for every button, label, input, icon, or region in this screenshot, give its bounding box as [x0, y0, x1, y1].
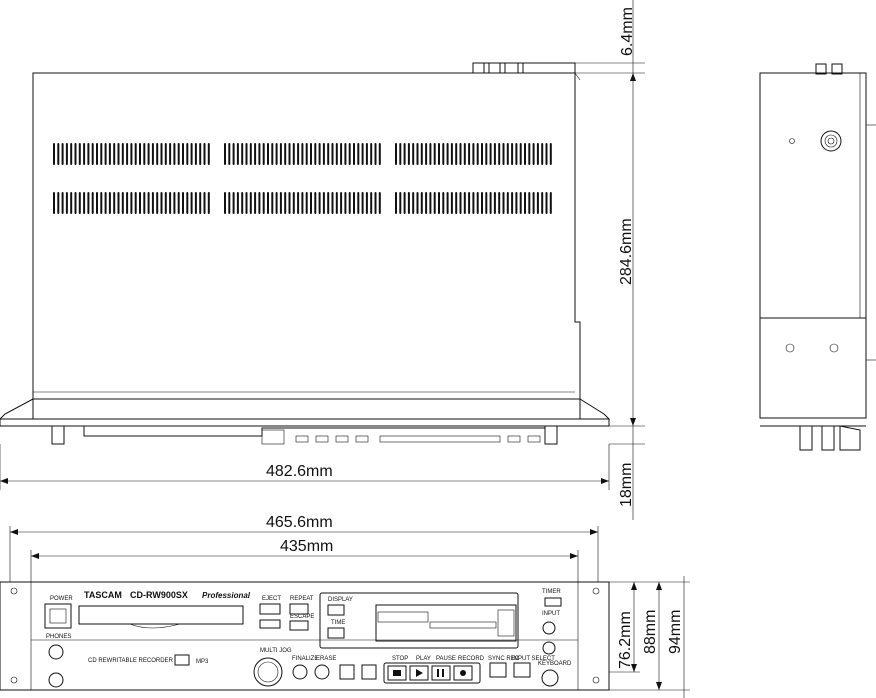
vent-slot [237, 143, 239, 165]
vent-slot [464, 143, 466, 165]
vent-slot [434, 143, 436, 165]
vent-slot [254, 143, 256, 165]
eject-sub-button[interactable] [260, 620, 280, 628]
finalize-label: FINALIZE [292, 656, 319, 662]
erase-label: ERASE [316, 656, 337, 662]
vent-slot [246, 192, 248, 214]
vent-slot [490, 143, 492, 165]
vent-slot [370, 143, 372, 165]
vent-slot [195, 143, 197, 165]
vent-slot [344, 143, 346, 165]
vent-slot [524, 143, 526, 165]
vent-slot [319, 143, 321, 165]
vent-slot [485, 143, 487, 165]
vent-slot [408, 192, 410, 214]
vent-slot [165, 143, 167, 165]
vent-slot [148, 143, 150, 165]
vent-slot [113, 192, 115, 214]
vent-slot [408, 143, 410, 165]
input-label: INPUT [542, 611, 560, 617]
repeat-button[interactable] [290, 604, 308, 614]
erase-button[interactable] [315, 665, 329, 679]
vent-slot [301, 192, 303, 214]
escape-label: ESCAPE [290, 614, 315, 620]
vent-slot [297, 143, 299, 165]
vent-slot [310, 143, 312, 165]
vent-slot [224, 192, 226, 214]
multi-jog-label: MULTI JOG [260, 648, 292, 654]
sync-rec-button[interactable] [490, 663, 506, 677]
vent-slot [182, 143, 184, 165]
vent-slot [550, 192, 552, 214]
vent-slot [429, 143, 431, 165]
stop-label: STOP [392, 656, 409, 662]
vent-slot [468, 143, 470, 165]
play-label: PLAY [416, 656, 431, 662]
vent-slot [447, 192, 449, 214]
phones-jack[interactable] [49, 673, 63, 687]
dim-front-h2: 88mm [642, 609, 659, 654]
vent-slot [276, 192, 278, 214]
vent-slot [284, 143, 286, 165]
vent-slot [472, 143, 474, 165]
finalize-button[interactable] [293, 665, 307, 679]
model-name: CD-RW900SX [130, 590, 188, 600]
vent-slot [370, 192, 372, 214]
vent-slot [528, 192, 530, 214]
vent-slot [327, 192, 329, 214]
vent-slot [301, 143, 303, 165]
vent-slot [498, 192, 500, 214]
vent-slot [460, 143, 462, 165]
vent-slot [468, 192, 470, 214]
vent-slot [267, 192, 269, 214]
ventilation-slots [53, 143, 552, 214]
vent-slot [96, 192, 98, 214]
vent-slot [143, 143, 145, 165]
vent-slot [92, 143, 94, 165]
vent-slot [126, 143, 128, 165]
vent-slot [399, 143, 401, 165]
vent-slot [332, 143, 334, 165]
vent-slot [241, 143, 243, 165]
vent-slot [143, 192, 145, 214]
vent-slot [271, 143, 273, 165]
vent-slot [515, 143, 517, 165]
dim-width-outer: 465.6mm [266, 514, 333, 531]
vent-slot [87, 143, 89, 165]
vent-slot [241, 192, 243, 214]
vent-slot [178, 143, 180, 165]
vent-slot [135, 143, 137, 165]
vent-slot [306, 143, 308, 165]
cd-logo [175, 655, 189, 665]
vent-slot [353, 143, 355, 165]
vent-slot [208, 143, 210, 165]
vent-slot [425, 143, 427, 165]
skip-forward-button[interactable] [362, 665, 376, 679]
vent-slot [165, 192, 167, 214]
input-select-button[interactable] [514, 663, 530, 677]
timer-switch[interactable] [545, 598, 561, 606]
vent-slot [375, 143, 377, 165]
vent-slot [314, 143, 316, 165]
vent-slot [481, 143, 483, 165]
vent-slot [148, 192, 150, 214]
vent-slot [70, 143, 72, 165]
vent-slot [429, 192, 431, 214]
vent-slot [306, 192, 308, 214]
vent-slot [195, 192, 197, 214]
vent-slot [96, 143, 98, 165]
vent-slot [438, 143, 440, 165]
vent-slot [53, 143, 55, 165]
vent-slot [173, 192, 175, 214]
mp3-label: MP3 [196, 659, 209, 665]
vent-slot [546, 192, 548, 214]
vent-slot [546, 143, 548, 165]
vent-slot [289, 192, 291, 214]
vent-slot [130, 143, 132, 165]
side-view [760, 64, 876, 450]
vent-slot [528, 143, 530, 165]
vent-slot [109, 192, 111, 214]
vent-slot [550, 143, 552, 165]
vent-slot [254, 192, 256, 214]
phones-label: PHONES [46, 634, 72, 640]
vent-slot [340, 192, 342, 214]
keyboard-jack[interactable] [542, 670, 558, 686]
vent-slot [520, 192, 522, 214]
vent-slot [357, 143, 359, 165]
dim-front-h3: 94mm [667, 609, 684, 654]
vent-slot [451, 143, 453, 165]
vent-slot [280, 192, 282, 214]
vent-slot [460, 192, 462, 214]
vent-slot [375, 192, 377, 214]
vent-slot [541, 192, 543, 214]
vent-slot [105, 192, 107, 214]
vent-slot [421, 143, 423, 165]
repeat-label: REPEAT [290, 596, 314, 602]
vent-slot [258, 143, 260, 165]
dim-front-h1: 76.2mm [617, 611, 634, 669]
vent-slot [477, 192, 479, 214]
vent-slot [442, 143, 444, 165]
vent-slot [310, 192, 312, 214]
top-view [0, 63, 609, 444]
vent-slot [434, 192, 436, 214]
vent-slot [442, 192, 444, 214]
vent-slot [395, 143, 397, 165]
vent-slot [336, 143, 338, 165]
vent-slot [332, 192, 334, 214]
vent-slot [520, 143, 522, 165]
vent-slot [83, 192, 85, 214]
vent-slot [191, 143, 193, 165]
pause-button[interactable] [432, 666, 450, 680]
disc-tray[interactable] [79, 606, 243, 624]
vent-slot [130, 192, 132, 214]
vent-slot [126, 192, 128, 214]
vent-slot [280, 143, 282, 165]
brand-logo: TASCAM [84, 590, 122, 600]
vent-slot [186, 192, 188, 214]
vent-slot [161, 143, 163, 165]
vent-slot [379, 143, 381, 165]
time-button[interactable] [328, 628, 344, 638]
vent-slot [100, 143, 102, 165]
vent-slot [357, 192, 359, 214]
dim-top-gap: 6.4mm [619, 7, 636, 56]
vent-slot [173, 143, 175, 165]
vent-slot [228, 143, 230, 165]
record-label: RECORD [458, 656, 485, 662]
vent-slot [66, 192, 68, 214]
vent-slot [362, 143, 364, 165]
vent-slot [250, 143, 252, 165]
vent-slot [186, 143, 188, 165]
vent-slot [438, 192, 440, 214]
vent-slot [412, 143, 414, 165]
vent-slot [152, 143, 154, 165]
vent-slot [57, 192, 59, 214]
dim-width-inner: 435mm [280, 538, 334, 555]
vent-slot [105, 143, 107, 165]
vent-slot [404, 143, 406, 165]
vent-slot [327, 143, 329, 165]
vent-slot [156, 143, 158, 165]
vent-slot [472, 192, 474, 214]
vent-slot [451, 192, 453, 214]
vent-slot [53, 192, 55, 214]
vent-slot [118, 143, 120, 165]
vent-slot [412, 192, 414, 214]
vent-slot [490, 192, 492, 214]
vent-slot [70, 192, 72, 214]
vent-slot [323, 192, 325, 214]
power-button[interactable] [45, 604, 71, 628]
vent-slot [100, 192, 102, 214]
vent-slot [199, 192, 201, 214]
eject-label: EJECT [262, 596, 282, 602]
vent-slot [92, 192, 94, 214]
vent-slot [208, 192, 210, 214]
dim-front-offset: 18mm [618, 462, 635, 507]
vent-slot [118, 192, 120, 214]
vent-slot [87, 192, 89, 214]
vent-slot [507, 192, 509, 214]
vent-slot [349, 143, 351, 165]
vent-slot [83, 143, 85, 165]
dim-depth: 284.6mm [618, 218, 635, 285]
vent-slot [533, 143, 535, 165]
vent-slot [537, 192, 539, 214]
vent-slot [498, 143, 500, 165]
vent-slot [366, 143, 368, 165]
vent-slot [293, 192, 295, 214]
pause-label: PAUSE [436, 656, 456, 662]
dim-rack-width: 482.6mm [266, 463, 333, 480]
display-button[interactable] [328, 605, 344, 615]
front-button-row [296, 436, 540, 442]
vent-slot [447, 143, 449, 165]
vent-slot [511, 192, 513, 214]
vent-slot [276, 143, 278, 165]
time-label: TIME [331, 620, 346, 626]
vent-slot [109, 143, 111, 165]
vent-slot [297, 192, 299, 214]
vent-slot [349, 192, 351, 214]
vent-slot [537, 143, 539, 165]
vent-slot [156, 192, 158, 214]
vent-slot [284, 192, 286, 214]
vent-slot [533, 192, 535, 214]
vent-slot [169, 192, 171, 214]
vent-slot [152, 192, 154, 214]
input-knob-r[interactable] [543, 642, 555, 654]
vent-slot [233, 192, 235, 214]
vent-slot [464, 192, 466, 214]
vent-slot [366, 192, 368, 214]
vent-slot [204, 143, 206, 165]
escape-button[interactable] [290, 621, 308, 630]
vent-slot [481, 192, 483, 214]
vent-slot [395, 192, 397, 214]
vent-slot [57, 143, 59, 165]
timer-label: TIMER [542, 589, 561, 595]
vent-slot [503, 192, 505, 214]
vent-slot [417, 143, 419, 165]
front-view [0, 582, 609, 690]
vent-slot [79, 143, 81, 165]
vent-slot [524, 192, 526, 214]
vent-slot [233, 143, 235, 165]
vent-slot [541, 143, 543, 165]
vent-slot [362, 192, 364, 214]
vent-slot [122, 143, 124, 165]
vent-slot [246, 143, 248, 165]
input-knob-l[interactable] [543, 622, 555, 634]
vent-slot [62, 192, 64, 214]
vent-slot [79, 192, 81, 214]
vent-slot [344, 192, 346, 214]
vent-slot [379, 192, 381, 214]
vent-slot [135, 192, 137, 214]
vent-slot [455, 192, 457, 214]
vent-slot [204, 192, 206, 214]
vent-slot [340, 143, 342, 165]
vent-slot [113, 143, 115, 165]
vent-slot [182, 192, 184, 214]
power-label: POWER [50, 596, 73, 602]
vent-slot [258, 192, 260, 214]
vent-slot [421, 192, 423, 214]
vent-slot [485, 192, 487, 214]
phones-knob[interactable] [49, 645, 63, 659]
vent-slot [139, 192, 141, 214]
vent-slot [224, 143, 226, 165]
vent-slot [75, 192, 77, 214]
vent-slot [191, 192, 193, 214]
vent-slot [323, 143, 325, 165]
vent-slot [503, 143, 505, 165]
vent-slot [271, 192, 273, 214]
vent-slot [66, 143, 68, 165]
keyboard-label: KEYBOARD [538, 661, 572, 667]
vent-slot [507, 143, 509, 165]
disc-label: CD REWRITABLE RECORDER [88, 658, 173, 664]
eject-button[interactable] [260, 604, 280, 614]
sync-rec-label: SYNC REC [488, 656, 520, 662]
vent-slot [122, 192, 124, 214]
lcd-screen [376, 605, 516, 641]
vent-slot [399, 192, 401, 214]
vent-slot [425, 192, 427, 214]
vent-slot [161, 192, 163, 214]
vent-slot [404, 192, 406, 214]
vent-slot [494, 192, 496, 214]
vent-slot [455, 143, 457, 165]
vent-slot [314, 192, 316, 214]
vent-slot [511, 143, 513, 165]
vent-slot [75, 143, 77, 165]
vent-slot [169, 143, 171, 165]
vent-slot [237, 192, 239, 214]
skip-back-button[interactable] [340, 665, 354, 679]
vent-slot [263, 192, 265, 214]
vent-slot [228, 192, 230, 214]
vent-slot [139, 143, 141, 165]
vent-slot [515, 192, 517, 214]
vent-slot [62, 143, 64, 165]
vent-slot [267, 143, 269, 165]
input-select-label: INPUT SELECT [512, 656, 555, 662]
vent-slot [417, 192, 419, 214]
vent-slot [289, 143, 291, 165]
vent-slot [250, 192, 252, 214]
vent-slot [293, 143, 295, 165]
vent-slot [178, 192, 180, 214]
vent-slot [336, 192, 338, 214]
display-label: DISPLAY [328, 597, 353, 603]
vent-slot [319, 192, 321, 214]
vent-slot [353, 192, 355, 214]
vent-slot [199, 143, 201, 165]
tagline: Professional [202, 591, 251, 600]
vent-slot [477, 143, 479, 165]
vent-slot [494, 143, 496, 165]
vent-slot [263, 143, 265, 165]
